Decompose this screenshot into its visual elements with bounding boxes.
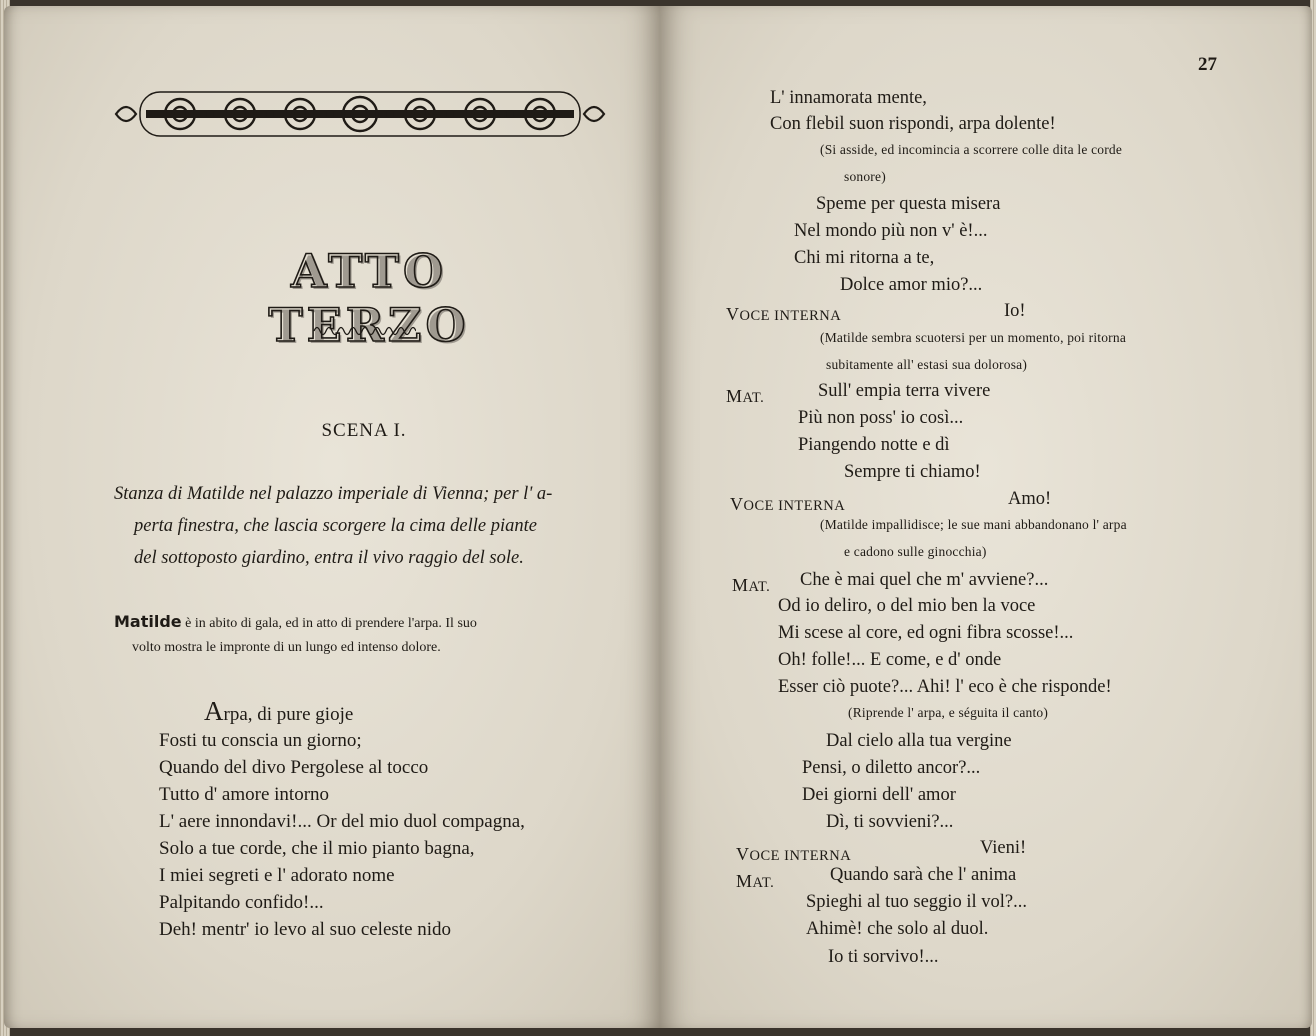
stage-direction: (Si asside, ed incomincia a scorrere colle dita le corde [820,142,1123,157]
verse-line: Io ti sorvivo!... [828,947,939,967]
verse-line: Quando del divo Pergolese al tocco [159,757,429,778]
stage-direction-line: Stanza di Matilde nel palazzo imperiale di Vienna; per l' a- [114,484,553,504]
verse-line: Sempre ti chiamo! [844,462,981,482]
stage-direction: subitamente all' estasi sua dolorosa) [826,357,1028,372]
verse-line: Dei giorni dell' amor [802,785,956,805]
verse-line: Solo a tue corde, che il mio pianto bagna, [159,838,475,859]
verse-line: Ahimè! che solo al duol. [806,919,989,939]
verse-line: Oh! folle!... E come, e d' onde [778,650,1002,670]
speaker-label: VOCE INTERNA [730,494,846,514]
speaker-label: VOCE INTERNA [726,304,842,324]
speaker-label: MAT. [726,386,765,406]
ornament-header-icon [110,84,610,144]
verse-line: Esser ciò puote?... Ahi! l' eco è che risponde! [778,677,1112,697]
verse-line: Che è mai quel che m' avviene?... [800,570,1049,590]
character-description: Matilde è in abito di gala, ed in atto di prendere l'arpa. Il suo [114,612,477,631]
stage-direction: sonore) [844,169,886,184]
verse-line: L' aere innondavi!... Or del mio duol compagna, [159,811,525,832]
drop-cap: A [204,696,224,726]
verse-line: Spieghi al tuo seggio il vol?... [806,892,1027,912]
verse-line: Od io deliro, o del mio ben la voce [778,596,1036,616]
verse-line: Fosti tu conscia un giorno; [159,730,362,751]
verse-line: Vieni! [980,838,1027,858]
verse-line: Deh! mentr' io levo al suo celeste nido [159,919,452,940]
verse-line: Dal cielo alla tua vergine [826,731,1012,751]
verse-line: Io! [1004,301,1026,321]
stage-direction: (Matilde impallidisce; le sue mani abbandonano l' arpa [820,517,1127,532]
right-page [660,6,1312,1028]
verse-line: Chi mi ritorna a te, [794,248,935,268]
verse-line: Speme per questa misera [816,194,1001,214]
left-page [4,6,660,1028]
character-description: volto mostra le impronte di un lungo ed intenso dolore. [132,640,441,655]
verse-line: Tutto d' amore intorno [159,784,330,805]
verse-line: Palpitando confido!... [159,892,324,913]
verse-line: Arpa, di pure gioje [204,696,354,726]
speaker-label: MAT. [736,871,775,891]
stage-direction: (Riprende l' arpa, e séguita il canto) [848,705,1049,720]
verse-line: Dolce amor mio?... [840,275,983,295]
act-title: ATTO TERZO [268,244,470,352]
verse-line: Pensi, o diletto ancor?... [802,758,981,778]
speaker-label: VOCE INTERNA [736,844,852,864]
verse-line: Amo! [1008,489,1052,509]
verse-line: L' innamorata mente, [770,88,927,108]
wave-divider-icon [312,322,416,336]
verse-line: Nel mondo più non v' è!... [794,221,988,241]
speaker-label: MAT. [732,575,771,595]
verse-line: Più non poss' io così... [798,408,964,428]
verse-line: Con flebil suon rispondi, arpa dolente! [770,114,1056,134]
verse-line: Piangendo notte e dì [798,435,950,455]
stage-direction: (Matilde sembra scuotersi per un momento, poi ritorna [820,330,1127,345]
stage-direction-line: del sottoposto giardino, entra il vivo raggio del sole. [134,548,524,568]
verse-line: Sull' empia terra vivere [818,381,991,401]
verse-line: I miei segreti e l' adorato nome [159,865,395,886]
stage-direction: e cadono sulle ginocchia) [844,544,987,559]
page-number: 27 [1198,54,1217,75]
verse-line: Quando sarà che l' anima [830,865,1017,885]
scene-heading: SCENA I. [321,420,407,441]
stage-direction-line: perta finestra, che lascia scorgere la cima delle piante [134,516,537,536]
verse-line: Mi scese al core, ed ogni fibra scosse!... [778,623,1074,643]
verse-line: Dì, ti sovvieni?... [826,812,954,832]
character-name: Matilde [114,612,182,631]
